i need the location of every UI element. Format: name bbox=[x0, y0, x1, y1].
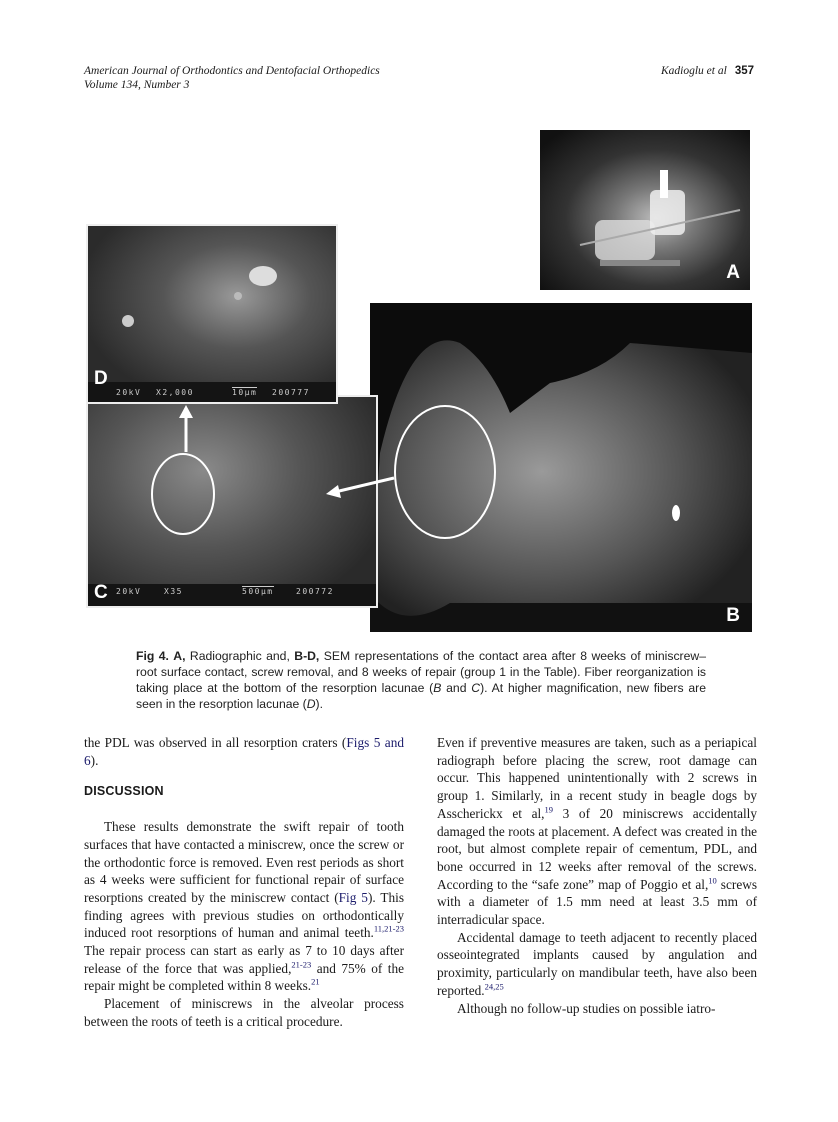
caption-ref: C bbox=[471, 681, 481, 695]
figure-panel-d-sem bbox=[86, 224, 338, 404]
figure-reference-link[interactable]: Figs 5 and 6 bbox=[84, 735, 404, 768]
figure-panel-b-sem bbox=[370, 303, 752, 632]
citation-superscript[interactable]: 10 bbox=[708, 875, 717, 886]
sem-image-d bbox=[88, 226, 338, 386]
panel-label-b: B bbox=[726, 605, 740, 626]
sem-image-id: 200772 bbox=[296, 587, 334, 596]
paragraph bbox=[437, 734, 757, 929]
citation-superscript[interactable]: 11,21-23 bbox=[373, 923, 404, 934]
panel-label-a: A bbox=[726, 262, 740, 283]
caption-text: Radiographic and, bbox=[185, 649, 295, 663]
text-run: These results demonstrate the swift repair of tooth surfaces that have contacted a miniscrew, once the screw or the orthodontic force is removed. Even rest periods as short as 4 weeks were sufficient for functional repair of surface resorptions created by the miniscrew contact ( bbox=[84, 819, 404, 905]
paragraph bbox=[437, 929, 757, 1000]
author-running-head: Kadioglu et al bbox=[661, 65, 727, 77]
citation-superscript[interactable]: 24,25 bbox=[484, 981, 504, 992]
citation-superscript[interactable]: 21-23 bbox=[291, 959, 312, 970]
caption-text: ). bbox=[315, 697, 323, 711]
paragraph bbox=[84, 818, 404, 995]
running-header-left bbox=[84, 64, 380, 92]
figure-caption bbox=[136, 648, 706, 712]
caption-text: ). At higher magnification, new fibers are seen in the resorption lacunae ( bbox=[136, 681, 706, 711]
figure-panel-c-sem bbox=[86, 395, 378, 608]
sem-scale-bar: 500µm bbox=[242, 587, 274, 596]
text-run: 3 of 20 miniscrews accidentally damaged the roots at placement. A defect was created in the root, but almost complete repair of cementum, PDL, and bone occurred in 12 weeks after removal of the screws. According to the “safe zone” map of Poggio et al, bbox=[437, 805, 758, 892]
citation-superscript[interactable]: 21 bbox=[311, 977, 320, 988]
sem-magnification: X2,000 bbox=[156, 388, 194, 397]
page-number: 357 bbox=[734, 65, 754, 77]
text-column-right bbox=[437, 734, 757, 1017]
sem-voltage: 20kV bbox=[116, 587, 142, 596]
caption-text: and bbox=[441, 681, 472, 695]
text-run: Although no follow-up studies on possible iatro- bbox=[456, 1000, 716, 1016]
text-run: ). bbox=[90, 752, 99, 768]
text-run: the PDL was observed in all resorption craters ( bbox=[84, 735, 347, 750]
text-run: and 75% of the repair might be completed within 8 weeks. bbox=[84, 960, 404, 994]
sem-image-id: 200777 bbox=[272, 388, 310, 397]
radiograph-image bbox=[540, 130, 750, 290]
caption-a: A, bbox=[173, 649, 186, 663]
text-run: screws with a diameter of 1.5 mm need at least 3.5 mm of interradicular space. bbox=[437, 876, 757, 928]
sem-voltage: 20kV bbox=[116, 388, 142, 397]
text-run: The repair process can start as early as 7 to 10 days after release of the force that was applied, bbox=[84, 943, 404, 976]
citation-superscript[interactable]: 19 bbox=[544, 804, 554, 815]
sem-image-b bbox=[370, 303, 752, 632]
paragraph bbox=[437, 1000, 757, 1018]
figure-panel-a-radiograph bbox=[540, 130, 750, 290]
caption-fig-number: Fig 4. bbox=[136, 649, 169, 663]
journal-volume: Volume 134, Number 3 bbox=[84, 79, 190, 91]
journal-title: American Journal of Orthodontics and Dentofacial Orthopedics bbox=[84, 65, 380, 77]
caption-bd: B-D, bbox=[294, 649, 320, 663]
text-column-left bbox=[84, 734, 404, 1031]
paragraph bbox=[84, 995, 404, 1030]
panel-label-c: C bbox=[94, 582, 108, 603]
figure-reference-link[interactable]: Fig 5 bbox=[338, 889, 368, 905]
paragraph bbox=[84, 734, 404, 769]
section-heading-discussion: DISCUSSION bbox=[84, 784, 164, 799]
caption-ref: D bbox=[306, 697, 316, 711]
sem-scale-bar: 10µm bbox=[232, 388, 258, 397]
text-run: Accidental damage to teeth adjacent to recently placed osseointegrated implants caused by angulation and proximity, particularly on mandibular teeth, have also been reported. bbox=[437, 929, 757, 998]
caption-text: SEM representations of the contact area after 8 weeks of miniscrew–root surface contact, screw removal, and 8 weeks of repair (group 1 in the Table). Fiber reorganization is taking place at the bottom of the resorption lacunae ( bbox=[136, 649, 706, 695]
sem-magnification: X35 bbox=[164, 587, 183, 596]
caption-ref: B bbox=[433, 681, 442, 695]
text-run: Placement of miniscrews in the alveolar process between the roots of teeth is a critical procedure. bbox=[84, 996, 404, 1029]
text-run: ). This finding agrees with previous studies on orthodontically induced root resorptions of human and animal teeth. bbox=[84, 889, 404, 941]
panel-label-d: D bbox=[94, 368, 108, 389]
text-run: Even if preventive measures are taken, such as a periapical radiograph before placing the screw, root damage can occur. This happened unintentionally with 2 screws in group 1. Similarly, in a recent study in beagle dogs by Asscherickx et al, bbox=[437, 735, 757, 821]
running-header-right bbox=[661, 64, 754, 78]
